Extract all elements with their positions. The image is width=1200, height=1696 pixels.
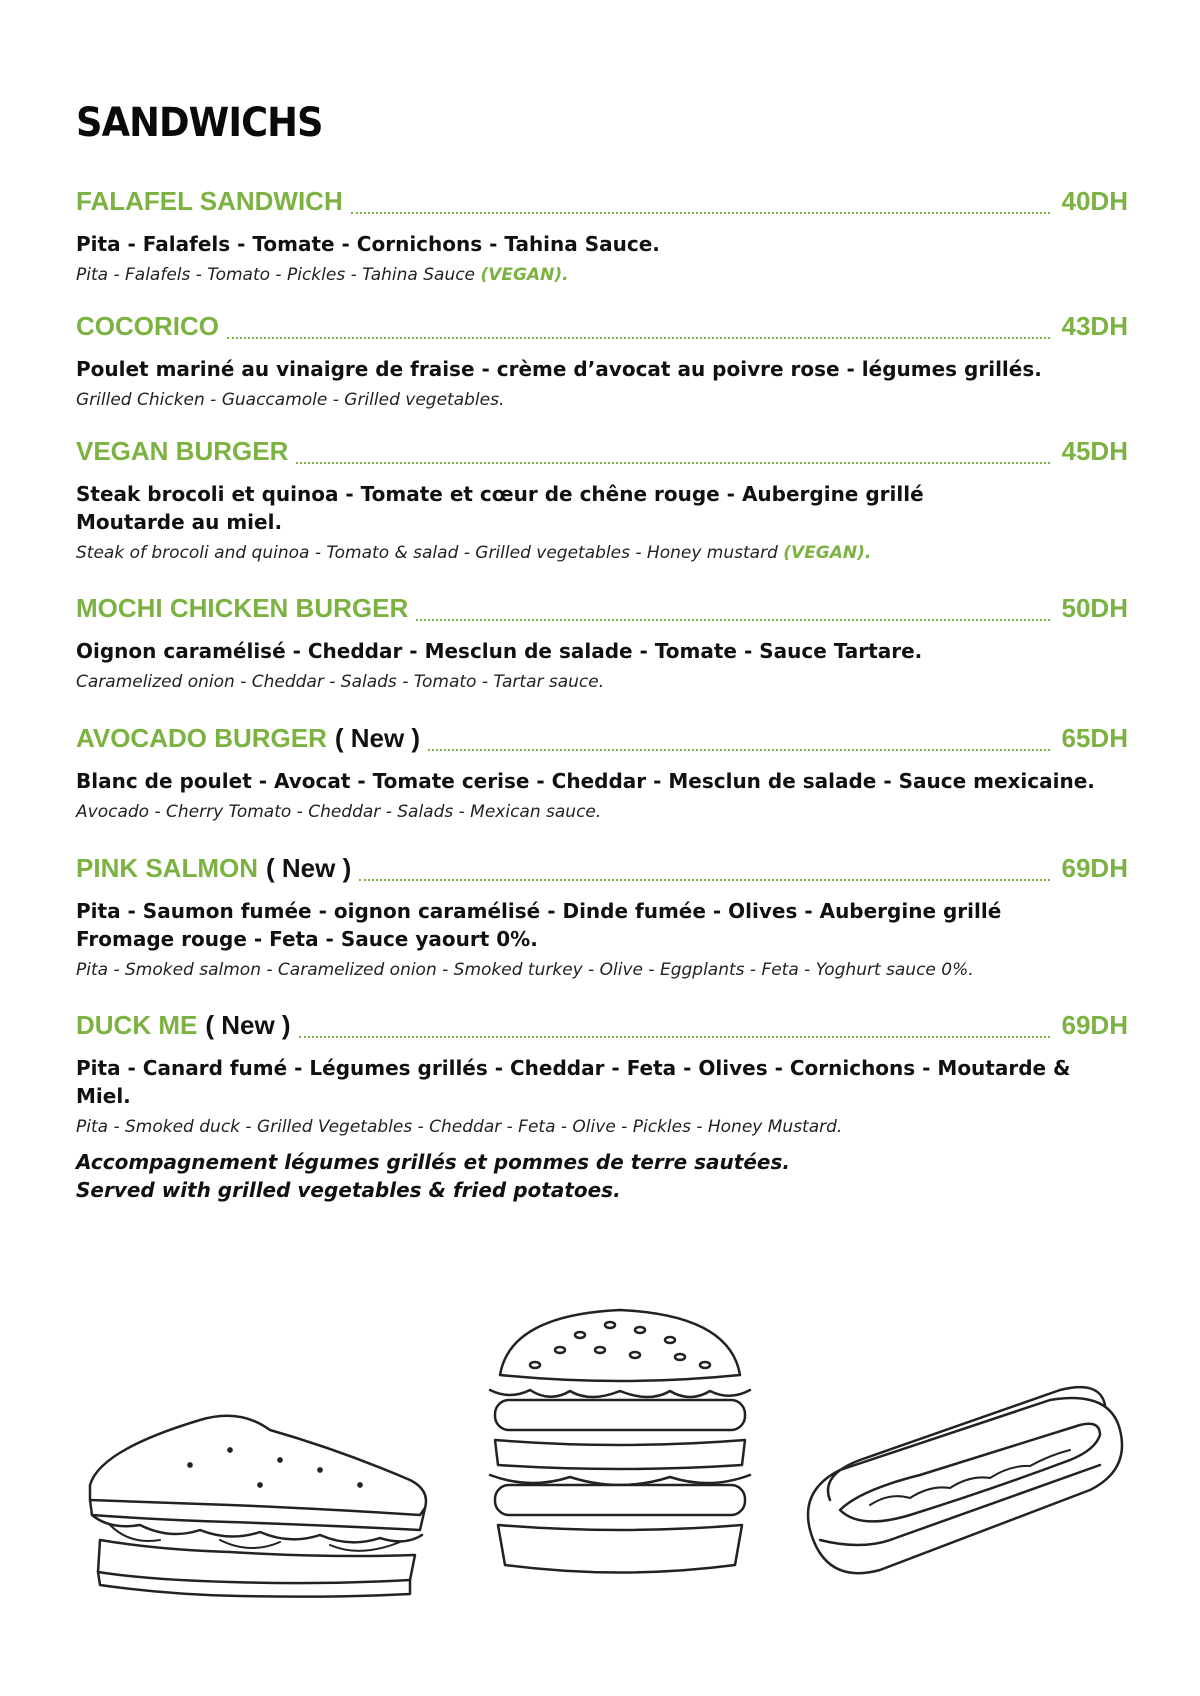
item-description-en: Pita - Smoked salmon - Caramelized onion - Smoked turkey - Olive - Eggplants - Feta - Yoghurt sauce 0%.	[76, 960, 974, 980]
footer-note-en: Served with grilled vegetables & fried potatoes.	[76, 1178, 621, 1202]
section-title: SANDWICHS	[76, 100, 323, 146]
item-price: 40DH	[1061, 186, 1128, 216]
item-description-en: Pita - Smoked duck - Grilled Vegetables - Cheddar - Feta - Olive - Pickles - Honey Mustard.	[76, 1117, 843, 1137]
item-description-en: Avocado - Cherry Tomato - Cheddar - Salads - Mexican sauce.	[76, 802, 602, 822]
menu-list	[76, 186, 1128, 1135]
item-description-en: Caramelized onion - Cheddar - Salads - Tomato - Tartar sauce.	[76, 672, 605, 692]
menu-item	[76, 1010, 1128, 1135]
dotted-leader	[299, 1035, 1050, 1038]
hotdog-illustration	[800, 1380, 1140, 1600]
vegan-label: (VEGAN).	[783, 543, 872, 563]
item-description-fr: Pita - Canard fumé - Légumes grillés - Cheddar - Feta - Olives - Cornichons - Moutarde & Miel.	[76, 1056, 1071, 1108]
item-price: 65DH	[1061, 723, 1128, 753]
new-tag: ( New )	[266, 853, 352, 883]
menu-item-header	[76, 186, 1128, 220]
menu-item-header	[76, 1010, 1128, 1044]
item-name: COCORICO	[76, 311, 219, 341]
dotted-leader	[227, 336, 1050, 339]
item-description-en: Steak of brocoli and quinoa - Tomato & salad - Grilled vegetables - Honey mustard (VEGAN).	[76, 543, 872, 563]
dotted-leader	[359, 878, 1049, 881]
menu-item	[76, 593, 1128, 723]
dotted-leader	[416, 618, 1049, 621]
menu-item-header	[76, 723, 1128, 757]
menu-item	[76, 436, 1128, 593]
item-description-fr: Pita - Falafels - Tomate - Cornichons - Tahina Sauce.	[76, 232, 660, 256]
dotted-leader	[351, 211, 1050, 214]
item-name: AVOCADO BURGER	[76, 723, 327, 753]
dotted-leader	[428, 748, 1049, 751]
menu-item	[76, 311, 1128, 436]
item-name: VEGAN BURGER	[76, 436, 289, 466]
menu-item-header	[76, 853, 1128, 887]
item-price: 43DH	[1061, 311, 1128, 341]
menu-item-header	[76, 311, 1128, 345]
menu-item	[76, 186, 1128, 311]
item-description-en: Pita - Falafels - Tomato - Pickles - Tahina Sauce (VEGAN).	[76, 265, 569, 285]
sandwich-illustration	[80, 1390, 460, 1610]
item-name: FALAFEL SANDWICH	[76, 186, 343, 216]
dotted-leader	[296, 461, 1049, 464]
item-description-fr: Poulet mariné au vinaigre de fraise - crème d’avocat au poivre rose - légumes grillés.	[76, 357, 1042, 381]
item-price: 69DH	[1061, 1010, 1128, 1040]
item-description-fr: Pita - Saumon fumée - oignon caramélisé - Dinde fumée - Olives - Aubergine grillé Fromage rouge - Feta - Sauce yaourt 0%.	[76, 899, 1002, 951]
menu-item-header	[76, 593, 1128, 627]
item-name: DUCK ME	[76, 1010, 198, 1040]
item-name: MOCHI CHICKEN BURGER	[76, 593, 409, 623]
item-price: 50DH	[1061, 593, 1128, 623]
new-tag: ( New )	[205, 1010, 291, 1040]
menu-item	[76, 723, 1128, 853]
item-description-fr: Steak brocoli et quinoa - Tomate et cœur de chêne rouge - Aubergine grillé Moutarde au miel.	[76, 482, 924, 534]
vegan-label: (VEGAN).	[480, 265, 569, 285]
new-tag: ( New )	[334, 723, 421, 753]
menu-item-header	[76, 436, 1128, 470]
item-description-fr: Oignon caramélisé - Cheddar - Mesclun de salade - Tomate - Sauce Tartare.	[76, 639, 923, 663]
item-description-en: Grilled Chicken - Guaccamole - Grilled vegetables.	[76, 390, 505, 410]
menu-item	[76, 853, 1128, 1010]
footer-note-fr: Accompagnement légumes grillés et pommes de terre sautées.	[76, 1150, 790, 1174]
item-name: PINK SALMON	[76, 853, 258, 883]
item-price: 69DH	[1061, 853, 1128, 883]
burger-illustration	[470, 1295, 770, 1595]
footer-note	[76, 1148, 790, 1204]
item-price: 45DH	[1061, 436, 1128, 466]
item-description-fr: Blanc de poulet - Avocat - Tomate cerise - Cheddar - Mesclun de salade - Sauce mexicaine.	[76, 769, 1095, 793]
